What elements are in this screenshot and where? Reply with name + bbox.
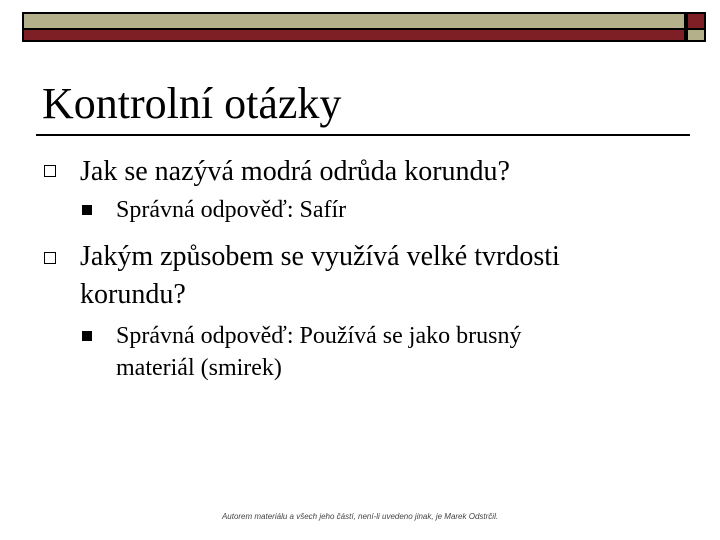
filled-square-bullet-icon <box>82 331 92 341</box>
corner-square-dark <box>686 12 706 30</box>
filled-square-bullet-icon <box>82 205 92 215</box>
question-1-text: Jak se nazývá modrá odrůda korundu? <box>80 156 510 187</box>
slide-title: Kontrolní otázky <box>42 79 342 128</box>
answer-2-text-line-2: materiál (smirek) <box>116 355 282 381</box>
author-footer: Autorem materiálu a všech jeho částí, není-li uvedeno jinak, je Marek Odstrčil. <box>221 512 499 521</box>
hollow-square-bullet-icon <box>44 165 56 177</box>
answer-1-text: Správná odpověď: Safír <box>116 197 347 223</box>
top-bar-dark-stripe <box>22 30 686 42</box>
top-bar <box>22 12 686 40</box>
answer-2-text-line-1: Správná odpověď: Používá se jako brusný <box>116 323 522 349</box>
hollow-square-bullet-icon <box>44 252 56 264</box>
title-underline <box>36 134 690 136</box>
question-2-text-line-1: Jakým způsobem se využívá velké tvrdosti <box>80 241 560 272</box>
top-bar-light-stripe <box>22 12 686 30</box>
question-2-text-line-2: korundu? <box>80 279 186 310</box>
corner-square-light <box>686 30 706 42</box>
